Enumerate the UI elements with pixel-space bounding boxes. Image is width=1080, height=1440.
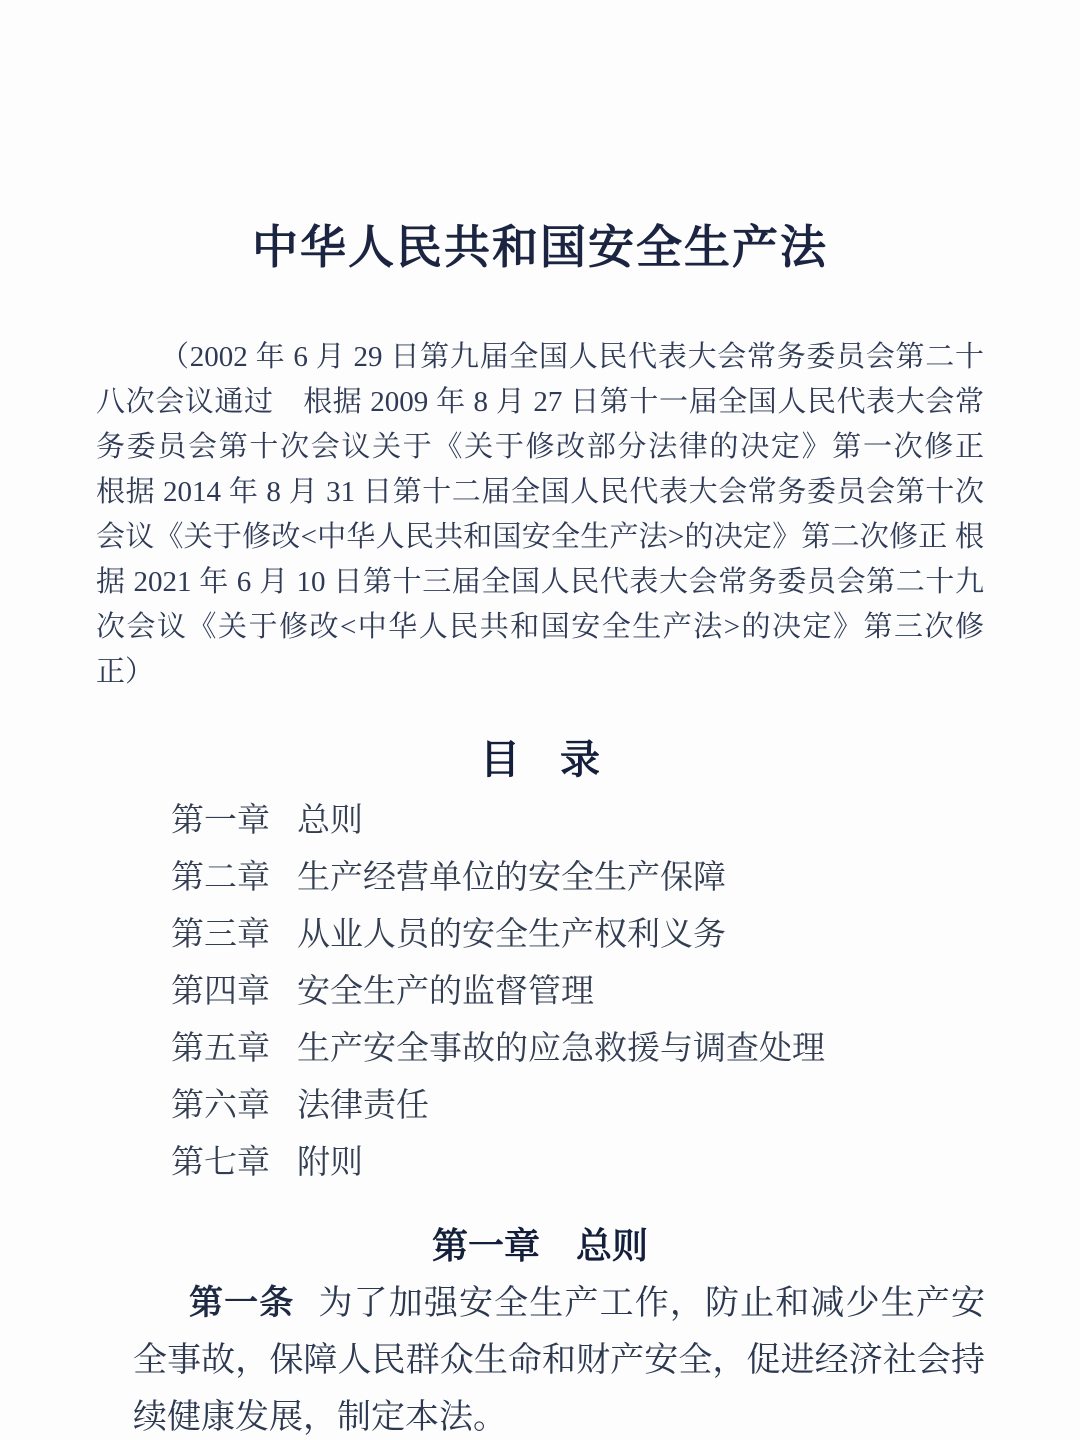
toc-item-chapter-6 <box>171 1078 984 1135</box>
preamble-paragraph: （2002 年 6 月 29 日第九届全国人民代表大会常务委员会第二十八次会议通过 根据 2009 年 8 月 27 日第十一届全国人民代表大会常务委员会第十次会议关于《关于修改部分法律的决定》第一次修正 根据 2014 年 8 月 31 日第十二届全国人民代表大会常务委员会第十次会议《关于修改<中华人民共和国安全生产法>的决定》第二次修正 根据 2021 年 6 月 10 日第十三届全国人民代表大会常务委员会第二十九次会议《关于修改<中华人民共和国安全生产法>的决定》第三次修正） <box>96 340 1014 688</box>
article-1-text: 为了加强安全生产工作，防止和减少生产安全事故，保障人民群众生命和财产安全，促进经济社会持续健康发展，制定本法。 <box>133 1285 986 1437</box>
toc-heading: 目 录 <box>480 737 600 782</box>
toc-item-chapter-1 <box>171 793 984 850</box>
document-title: 中华人民共和国安全生产法 <box>252 221 828 273</box>
toc-chapter-title: 从业人员的安全生产权利义务 <box>297 916 726 953</box>
toc-chapter-title: 法律责任 <box>297 1087 429 1124</box>
toc-chapter-title: 附则 <box>297 1144 363 1181</box>
toc-chapter-title: 总则 <box>297 802 363 839</box>
article-1-label: 第一条 <box>189 1284 295 1323</box>
toc-item-chapter-7 <box>171 1135 984 1192</box>
toc-item-chapter-3 <box>171 907 984 964</box>
toc-item-chapter-2 <box>171 850 984 907</box>
toc-chapter-number: 第七章 <box>171 1144 270 1181</box>
article-1-paragraph <box>133 1275 985 1440</box>
toc-chapter-number: 第五章 <box>171 1030 270 1067</box>
chapter-1-heading: 第一章 总则 <box>431 1224 648 1266</box>
toc-chapter-number: 第二章 <box>171 859 270 896</box>
toc-chapter-number: 第四章 <box>171 973 270 1010</box>
toc-chapter-title: 安全生产的监督管理 <box>297 973 594 1010</box>
toc-item-chapter-4 <box>171 964 984 1021</box>
toc-chapter-title: 生产安全事故的应急救援与调查处理 <box>297 1030 825 1067</box>
toc-list <box>171 793 984 1192</box>
toc-chapter-number: 第六章 <box>171 1087 270 1124</box>
toc-chapter-number: 第一章 <box>171 802 270 839</box>
toc-chapter-number: 第三章 <box>171 916 270 953</box>
toc-chapter-title: 生产经营单位的安全生产保障 <box>297 859 726 896</box>
toc-item-chapter-5 <box>171 1021 984 1078</box>
